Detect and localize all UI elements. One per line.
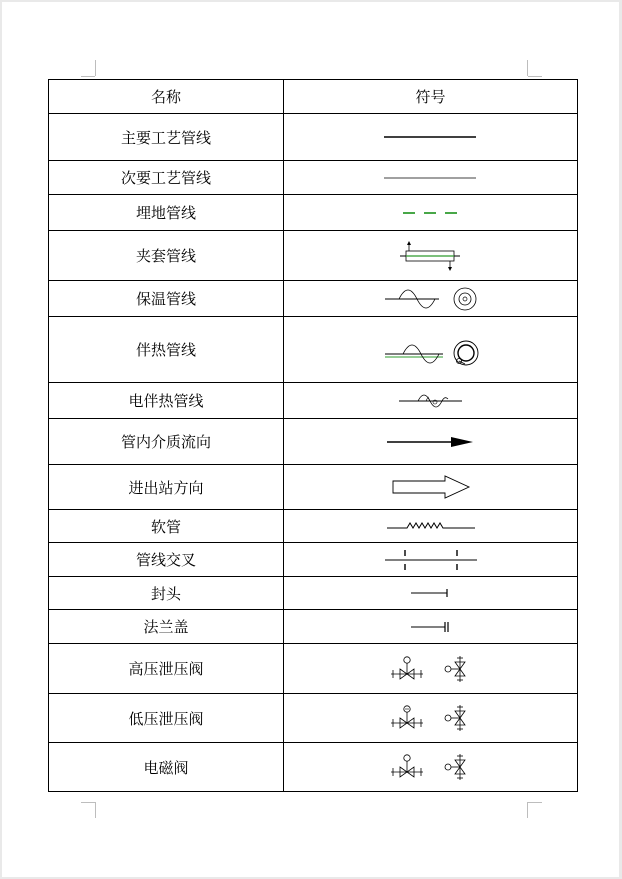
- table-row: [49, 383, 578, 419]
- table-row: [49, 317, 578, 383]
- table-row: [49, 161, 578, 195]
- row-name: 软管: [49, 510, 284, 543]
- row-symbol: [284, 195, 578, 231]
- traced-pipe-icon: [381, 333, 481, 367]
- row-name: 法兰盖: [49, 610, 284, 644]
- row-name: 电伴热管线: [49, 383, 284, 419]
- row-symbol: [284, 281, 578, 317]
- table-row: [49, 195, 578, 231]
- row-symbol: [284, 644, 578, 694]
- insulated-pipe-icon: [381, 284, 481, 314]
- row-name: 进出站方向: [49, 465, 284, 510]
- row-symbol: [284, 383, 578, 419]
- row-name: 管内介质流向: [49, 419, 284, 465]
- table-row: [49, 465, 578, 510]
- row-symbol: [284, 694, 578, 743]
- table-row: [49, 543, 578, 577]
- row-symbol: [284, 114, 578, 161]
- row-symbol: [284, 577, 578, 610]
- high-pressure-relief-valve-icon: [389, 654, 473, 684]
- hose-zigzag-icon: [385, 519, 477, 533]
- row-symbol: [284, 743, 578, 792]
- row-symbol: [284, 510, 578, 543]
- table-row: [49, 610, 578, 644]
- low-pressure-relief-valve-icon: [389, 703, 473, 733]
- table-row: [49, 644, 578, 694]
- row-name: 封头: [49, 577, 284, 610]
- row-symbol: [284, 610, 578, 644]
- solenoid-valve-icon: [389, 752, 473, 782]
- document-page: [2, 2, 619, 877]
- row-name: 次要工艺管线: [49, 161, 284, 195]
- thick-line-icon: [381, 132, 481, 142]
- table-row: [49, 114, 578, 161]
- blind-flange-icon: [409, 620, 453, 634]
- row-symbol: [284, 419, 578, 465]
- symbol-legend-table: [48, 79, 578, 792]
- table-row: [49, 743, 578, 792]
- row-name: 夹套管线: [49, 231, 284, 281]
- row-name: 低压泄压阀: [49, 694, 284, 743]
- table-row: [49, 577, 578, 610]
- row-symbol: [284, 231, 578, 281]
- row-name: 伴热管线: [49, 317, 284, 383]
- row-symbol: [284, 161, 578, 195]
- table-header-row: [49, 80, 578, 114]
- header-name: 名称: [49, 80, 284, 114]
- row-name: 保温管线: [49, 281, 284, 317]
- jacketed-pipe-icon: [396, 239, 466, 273]
- hollow-arrow-icon: [390, 474, 472, 500]
- pipe-crossing-icon: [383, 547, 479, 573]
- table-row: [49, 419, 578, 465]
- end-cap-icon: [409, 586, 453, 600]
- row-name: 管线交叉: [49, 543, 284, 577]
- table-row: [49, 281, 578, 317]
- row-name: 高压泄压阀: [49, 644, 284, 694]
- row-name: 主要工艺管线: [49, 114, 284, 161]
- electric-traced-pipe-icon: [396, 389, 466, 413]
- dashed-green-line-icon: [391, 208, 471, 218]
- row-symbol: [284, 317, 578, 383]
- table-row: [49, 231, 578, 281]
- table-row: [49, 510, 578, 543]
- row-symbol: [284, 543, 578, 577]
- flow-arrow-icon: [385, 434, 477, 450]
- table-row: [49, 694, 578, 743]
- row-name: 电磁阀: [49, 743, 284, 792]
- row-name: 埋地管线: [49, 195, 284, 231]
- thin-line-icon: [381, 173, 481, 183]
- header-symbol: 符号: [284, 80, 578, 114]
- row-symbol: [284, 465, 578, 510]
